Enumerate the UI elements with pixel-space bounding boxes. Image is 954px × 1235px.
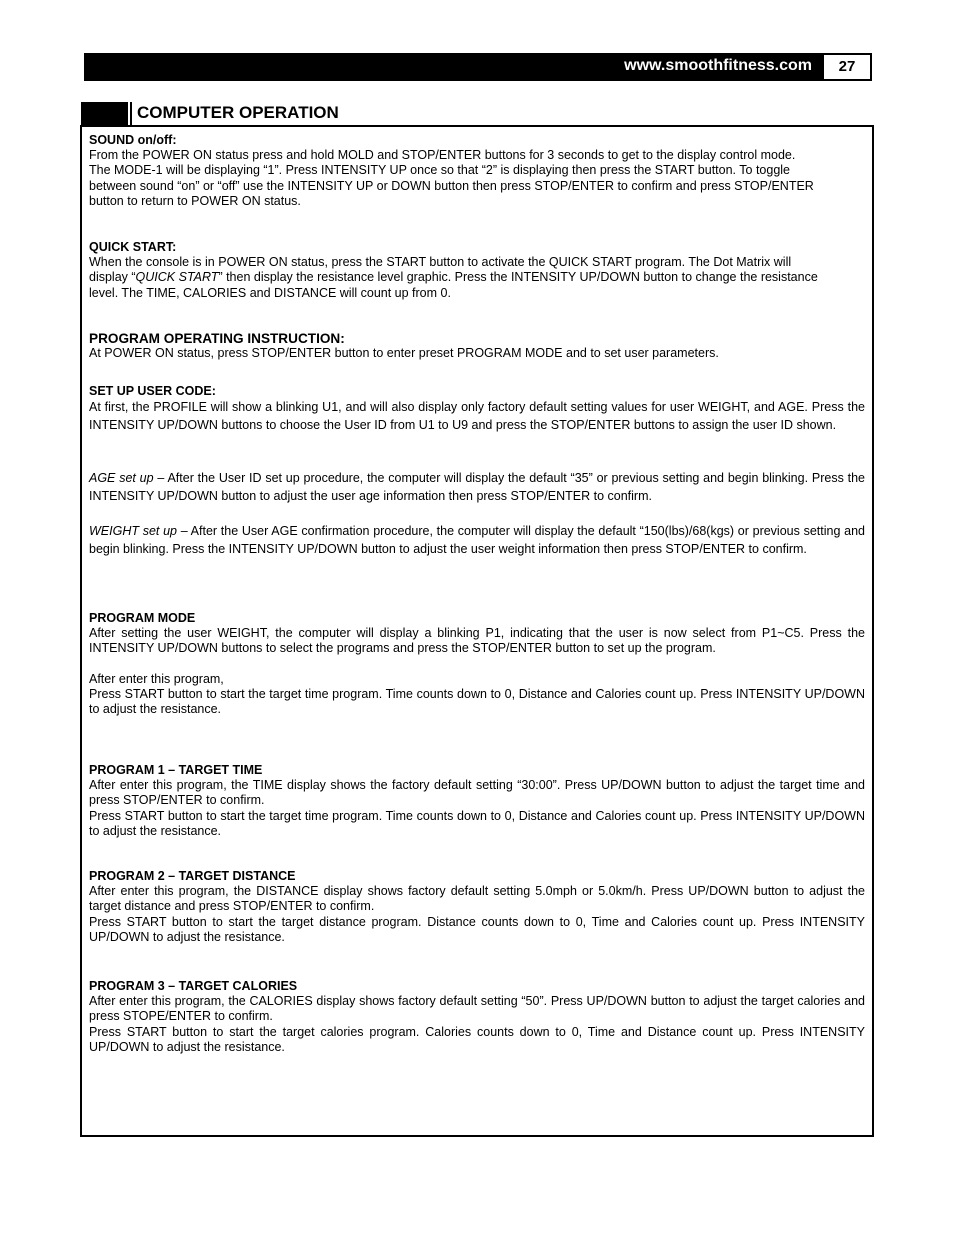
paragraph-line: At POWER ON status, press STOP/ENTER button to enter preset PROGRAM MODE and to set user parameters. [89, 346, 719, 361]
section-quick-start [89, 240, 865, 301]
paragraph: After enter this program, the TIME display shows the factory default setting “30:00”. Press UP/DOWN button to adjust the target time and press STOP/ENTER to confirm. [89, 778, 865, 808]
paragraph-line: button to return to POWER ON status. [89, 193, 301, 208]
section-heading: PROGRAM MODE [89, 611, 196, 625]
website-url: www.smoothfitness.com [624, 57, 812, 74]
section-program-3 [89, 979, 865, 1055]
section-heading: QUICK START: [89, 240, 177, 254]
section-heading: PROGRAM 3 – TARGET CALORIES [89, 979, 298, 993]
page-number: 27 [822, 53, 872, 81]
paragraph: After setting the user WEIGHT, the computer will display a blinking P1, indicating that the user is now select from P1~C5. Press the INTENSITY UP/DOWN buttons to select the programs and press the STOP/ENTER button to set up the program. [89, 626, 865, 656]
paragraph: WEIGHT set up – After the User AGE confirmation procedure, the computer will display the default “150(lbs)/68(kgs) or previous setting and begin blinking. Press the INTENSITY UP/DOWN button to adjust the user weight information then press STOP/ENTER to confirm. [89, 524, 865, 556]
section-program-operating [89, 331, 865, 361]
header-bar [84, 53, 822, 79]
paragraph: After enter this program, the DISTANCE display shows factory default setting 5.0mph or 5.0km/h. Press UP/DOWN button to adjust the target distance and press STOP/ENTER to confirm. [89, 884, 865, 914]
paragraph: Press START button to start the target time program. Time counts down to 0, Distance and Calories count up. Press INTENSITY UP/DOWN to adjust the resistance. [89, 808, 865, 838]
section-heading: PROGRAM 1 – TARGET TIME [89, 763, 263, 777]
section-sound [89, 133, 865, 209]
section-program-mode [89, 611, 865, 717]
quick-start-italic: QUICK START [135, 270, 219, 285]
section-age-setup [89, 470, 865, 505]
paragraph: After enter this program, the CALORIES display shows factory default setting “50”. Press UP/DOWN button to adjust the target calories and press STOPE/ENTER to confirm. [89, 994, 865, 1024]
section-program-1 [89, 763, 865, 839]
paragraph-line: display “QUICK START” then display the resistance level graphic. Press the INTENSITY UP/DOWN button to change the resistance [89, 270, 818, 285]
section-heading: SET UP USER CODE: [89, 384, 216, 398]
section-program-2 [89, 869, 865, 945]
section-heading: PROGRAM OPERATING INSTRUCTION: [89, 331, 345, 346]
paragraph: At first, the PROFILE will show a blinking U1, and will also display only factory default setting values for user WEIGHT, and AGE. Press the INTENSITY UP/DOWN buttons to choose the User ID from U1 to U9 and press the STOP/ENTER buttons to assign the user ID shown. [89, 400, 865, 432]
title-tab-divider [130, 102, 132, 126]
paragraph-line: The MODE-1 will be displaying “1”. Press INTENSITY UP once so that “2” is displaying then press the START button. To toggle [89, 163, 791, 178]
title-tab-block [81, 102, 128, 126]
paragraph-line: From the POWER ON status press and hold MOLD and STOP/ENTER buttons for 3 seconds to get to the display control mode. [89, 148, 796, 163]
age-setup-label: AGE set up [89, 471, 154, 485]
section-heading: SOUND on/off: [89, 133, 177, 147]
paragraph: Press START button to start the target time program. Time counts down to 0, Distance and Calories count up. Press INTENSITY UP/DOWN to adjust the resistance. [89, 686, 865, 717]
paragraph-line: When the console is in POWER ON status, press the START button to activate the QUICK START program. The Dot Matrix will [89, 255, 792, 270]
section-heading: PROGRAM 2 – TARGET DISTANCE [89, 869, 296, 883]
paragraph: AGE set up – After the User ID set up procedure, the computer will display the default “35” or previous setting and begin blinking. Press the INTENSITY UP/DOWN button to adjust the user age information then press STOP/ENTER to confirm. [89, 471, 865, 503]
paragraph: Press START button to start the target distance program. Distance counts down to 0, Time and Calories count up. Press INTENSITY UP/DOWN to adjust the resistance. [89, 914, 865, 944]
page-title: COMPUTER OPERATION [137, 103, 339, 122]
section-user-code [89, 384, 865, 434]
paragraph: After enter this program, [89, 671, 224, 686]
section-weight-setup [89, 523, 865, 558]
paragraph-line: level. The TIME, CALORIES and DISTANCE will count up from 0. [89, 285, 451, 300]
paragraph-line: between sound “on” or “off” use the INTENSITY UP or DOWN button then press STOP/ENTER to confirm and press STOP/ENTER [89, 178, 814, 193]
weight-setup-label: WEIGHT set up [89, 524, 177, 538]
paragraph: Press START button to start the target calories program. Calories counts down to 0, Time and Distance count up. Press INTENSITY UP/DOWN to adjust the resistance. [89, 1024, 865, 1054]
header-rule [84, 79, 870, 81]
